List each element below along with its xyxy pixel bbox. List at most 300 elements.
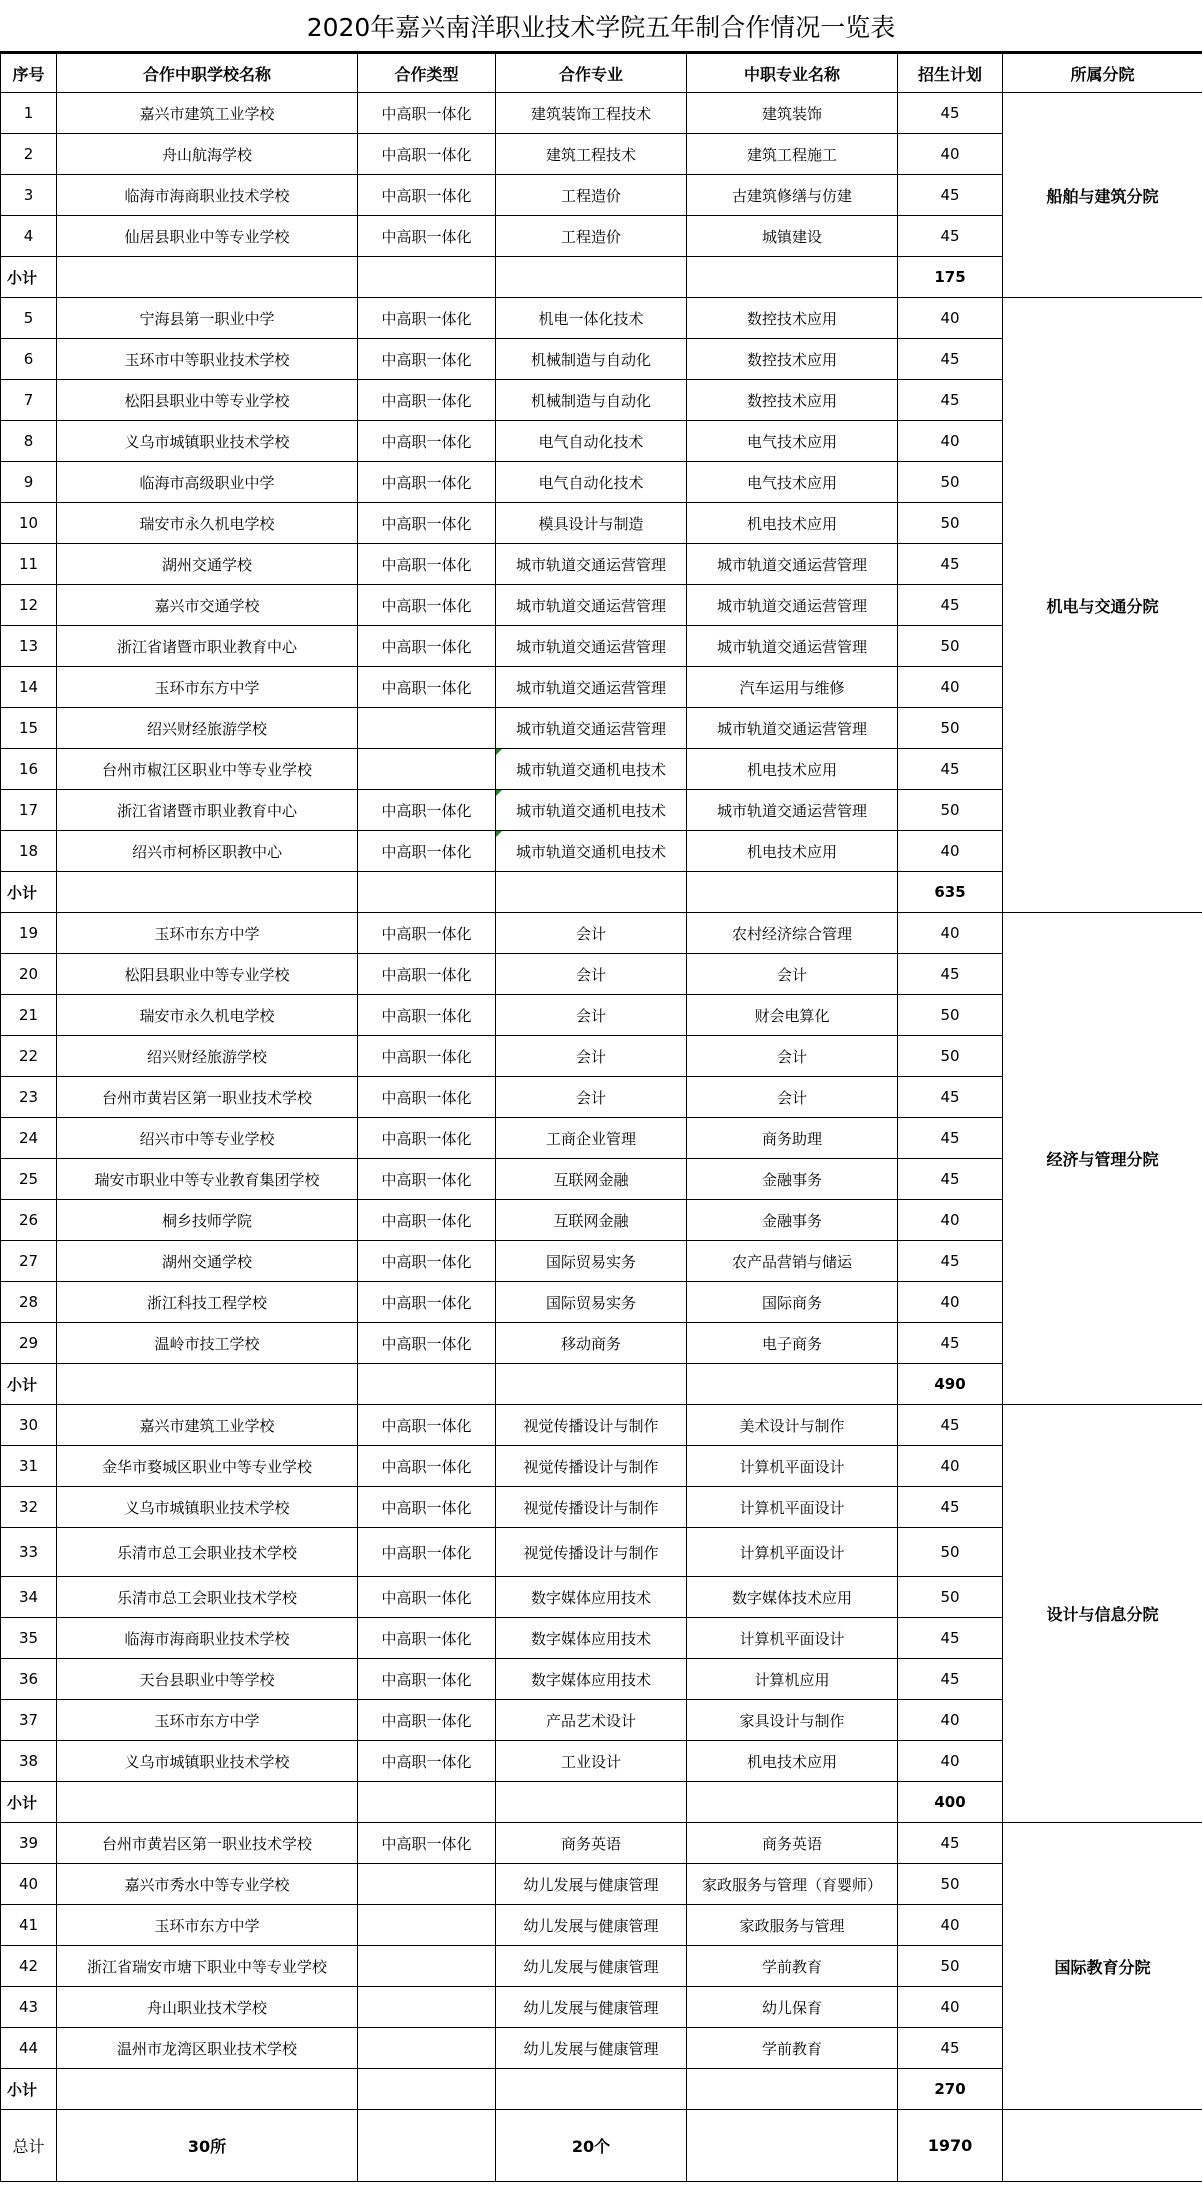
cell-school-name: 湖州交通学校 (57, 1241, 358, 1282)
cell-seq: 25 (1, 1159, 57, 1200)
department-cell: 机电与交通分院 (1003, 298, 1202, 913)
cell-coop-type: 中高职一体化 (358, 93, 496, 134)
total-schools: 30所 (57, 2110, 358, 2182)
cell-enrollment-plan: 45 (898, 1618, 1003, 1659)
cell-coop-type: 中高职一体化 (358, 1036, 496, 1077)
cell-enrollment-plan: 40 (898, 1282, 1003, 1323)
cell-coop-type (358, 708, 496, 749)
cell-coop-type (358, 1946, 496, 1987)
cell-school-name: 玉环市东方中学 (57, 913, 358, 954)
header-enrollment-plan: 招生计划 (898, 54, 1003, 93)
cell-vocational-major: 建筑工程施工 (687, 134, 898, 175)
cell-vocational-major: 计算机应用 (687, 1659, 898, 1700)
cell-vocational-major: 机电技术应用 (687, 831, 898, 872)
cell-vocational-major: 会计 (687, 1077, 898, 1118)
cell-vocational-major: 数控技术应用 (687, 339, 898, 380)
cell-coop-major: 建筑装饰工程技术 (496, 93, 687, 134)
empty-cell (358, 2110, 496, 2182)
cell-coop-major: 建筑工程技术 (496, 134, 687, 175)
total-majors: 20个 (496, 2110, 687, 2182)
cell-coop-type: 中高职一体化 (358, 585, 496, 626)
cell-seq: 33 (1, 1528, 57, 1577)
cell-coop-major: 数字媒体应用技术 (496, 1659, 687, 1700)
cell-enrollment-plan: 45 (898, 1823, 1003, 1864)
department-cell: 国际教育分院 (1003, 1823, 1202, 2110)
cell-school-name: 绍兴市柯桥区职教中心 (57, 831, 358, 872)
cell-coop-type: 中高职一体化 (358, 1323, 496, 1364)
cell-enrollment-plan: 40 (898, 1446, 1003, 1487)
cell-seq: 31 (1, 1446, 57, 1487)
cell-vocational-major: 城市轨道交通运营管理 (687, 544, 898, 585)
cell-enrollment-plan: 45 (898, 749, 1003, 790)
cell-school-name: 舟山职业技术学校 (57, 1987, 358, 2028)
cell-coop-major: 产品艺术设计 (496, 1700, 687, 1741)
cell-seq: 5 (1, 298, 57, 339)
cell-seq: 37 (1, 1700, 57, 1741)
cell-seq: 13 (1, 626, 57, 667)
cell-coop-type: 中高职一体化 (358, 790, 496, 831)
cell-coop-major: 幼儿发展与健康管理 (496, 2028, 687, 2069)
cell-coop-major: 幼儿发展与健康管理 (496, 1864, 687, 1905)
cell-vocational-major: 商务英语 (687, 1823, 898, 1864)
cell-school-name: 天台县职业中等学校 (57, 1659, 358, 1700)
cell-coop-major: 幼儿发展与健康管理 (496, 1946, 687, 1987)
cell-vocational-major: 城市轨道交通运营管理 (687, 585, 898, 626)
cell-coop-type: 中高职一体化 (358, 216, 496, 257)
empty-cell (57, 872, 358, 913)
cell-school-name: 温岭市技工学校 (57, 1323, 358, 1364)
header-coop-type: 合作类型 (358, 54, 496, 93)
cell-vocational-major: 计算机平面设计 (687, 1487, 898, 1528)
cell-vocational-major: 城镇建设 (687, 216, 898, 257)
cell-enrollment-plan: 40 (898, 134, 1003, 175)
cell-enrollment-plan: 40 (898, 1741, 1003, 1782)
cell-school-name: 义乌市城镇职业技术学校 (57, 421, 358, 462)
cell-vocational-major: 城市轨道交通运营管理 (687, 708, 898, 749)
cell-vocational-major: 计算机平面设计 (687, 1446, 898, 1487)
cell-school-name: 玉环市中等职业技术学校 (57, 339, 358, 380)
cell-vocational-major: 机电技术应用 (687, 1741, 898, 1782)
cell-coop-major: 数字媒体应用技术 (496, 1618, 687, 1659)
cell-seq: 30 (1, 1405, 57, 1446)
cell-enrollment-plan: 50 (898, 1946, 1003, 1987)
table-row (1, 93, 1202, 134)
cell-seq: 20 (1, 954, 57, 995)
empty-cell (57, 1364, 358, 1405)
cell-vocational-major: 会计 (687, 1036, 898, 1077)
cell-school-name: 湖州交通学校 (57, 544, 358, 585)
cell-vocational-major: 商务助理 (687, 1118, 898, 1159)
table-row (1, 298, 1202, 339)
cell-coop-major: 商务英语 (496, 1823, 687, 1864)
cell-vocational-major: 数控技术应用 (687, 380, 898, 421)
cell-enrollment-plan: 50 (898, 790, 1003, 831)
cell-seq: 40 (1, 1864, 57, 1905)
cell-seq: 34 (1, 1577, 57, 1618)
subtotal-value: 635 (898, 872, 1003, 913)
cell-coop-major: 城市轨道交通运营管理 (496, 708, 687, 749)
cell-school-name: 浙江省诸暨市职业教育中心 (57, 626, 358, 667)
cell-enrollment-plan: 50 (898, 503, 1003, 544)
cell-coop-major: 视觉传播设计与制作 (496, 1528, 687, 1577)
cell-coop-major: 城市轨道交通机电技术 (496, 749, 687, 790)
cell-seq: 32 (1, 1487, 57, 1528)
cell-coop-type: 中高职一体化 (358, 421, 496, 462)
cell-school-name: 绍兴财经旅游学校 (57, 708, 358, 749)
cell-enrollment-plan: 45 (898, 1241, 1003, 1282)
cell-school-name: 玉环市东方中学 (57, 1905, 358, 1946)
cell-seq: 38 (1, 1741, 57, 1782)
empty-cell (57, 257, 358, 298)
cell-seq: 28 (1, 1282, 57, 1323)
cell-seq: 23 (1, 1077, 57, 1118)
cell-coop-type: 中高职一体化 (358, 1487, 496, 1528)
cell-coop-major: 城市轨道交通机电技术 (496, 831, 687, 872)
cell-seq: 1 (1, 93, 57, 134)
cell-coop-type: 中高职一体化 (358, 1077, 496, 1118)
cell-seq: 4 (1, 216, 57, 257)
cell-seq: 24 (1, 1118, 57, 1159)
cell-coop-major: 工程造价 (496, 175, 687, 216)
cell-coop-type: 中高职一体化 (358, 1823, 496, 1864)
cell-school-name: 临海市高级职业中学 (57, 462, 358, 503)
cell-enrollment-plan: 45 (898, 1487, 1003, 1528)
cell-coop-major: 国际贸易实务 (496, 1241, 687, 1282)
empty-cell (687, 2110, 898, 2182)
cell-school-name: 松阳县职业中等专业学校 (57, 954, 358, 995)
cell-coop-type: 中高职一体化 (358, 1577, 496, 1618)
cell-enrollment-plan: 45 (898, 954, 1003, 995)
cell-coop-type: 中高职一体化 (358, 134, 496, 175)
cell-seq: 27 (1, 1241, 57, 1282)
subtotal-label: 小计 (1, 257, 57, 298)
cell-enrollment-plan: 45 (898, 339, 1003, 380)
cell-vocational-major: 计算机平面设计 (687, 1618, 898, 1659)
empty-cell (687, 1782, 898, 1823)
cell-school-name: 绍兴市中等专业学校 (57, 1118, 358, 1159)
cell-coop-type: 中高职一体化 (358, 298, 496, 339)
cell-school-name: 临海市海商职业技术学校 (57, 1618, 358, 1659)
empty-cell (496, 257, 687, 298)
cell-coop-major: 工程造价 (496, 216, 687, 257)
cell-coop-major: 会计 (496, 995, 687, 1036)
cell-coop-major: 视觉传播设计与制作 (496, 1487, 687, 1528)
cell-coop-type: 中高职一体化 (358, 1446, 496, 1487)
cell-school-name: 台州市椒江区职业中等专业学校 (57, 749, 358, 790)
cell-school-name: 乐清市总工会职业技术学校 (57, 1528, 358, 1577)
cell-coop-major: 城市轨道交通运营管理 (496, 667, 687, 708)
cell-vocational-major: 汽车运用与维修 (687, 667, 898, 708)
cell-vocational-major: 学前教育 (687, 1946, 898, 1987)
header-coop-major: 合作专业 (496, 54, 687, 93)
cell-enrollment-plan: 50 (898, 708, 1003, 749)
empty-cell (358, 257, 496, 298)
cell-coop-type: 中高职一体化 (358, 462, 496, 503)
subtotal-value: 175 (898, 257, 1003, 298)
cell-vocational-major: 家政服务与管理（育婴师） (687, 1864, 898, 1905)
cell-coop-type: 中高职一体化 (358, 1405, 496, 1446)
cell-enrollment-plan: 45 (898, 1659, 1003, 1700)
cell-coop-major: 电气自动化技术 (496, 462, 687, 503)
cell-coop-type: 中高职一体化 (358, 1659, 496, 1700)
empty-cell (496, 872, 687, 913)
cell-seq: 18 (1, 831, 57, 872)
cell-vocational-major: 国际商务 (687, 1282, 898, 1323)
cell-enrollment-plan: 45 (898, 1323, 1003, 1364)
cell-vocational-major: 会计 (687, 954, 898, 995)
cell-school-name: 嘉兴市建筑工业学校 (57, 93, 358, 134)
cell-vocational-major: 金融事务 (687, 1159, 898, 1200)
cell-coop-major: 幼儿发展与健康管理 (496, 1987, 687, 2028)
cell-coop-major: 互联网金融 (496, 1200, 687, 1241)
cell-coop-major: 城市轨道交通运营管理 (496, 626, 687, 667)
cell-coop-type: 中高职一体化 (358, 175, 496, 216)
cell-school-name: 舟山航海学校 (57, 134, 358, 175)
cell-vocational-major: 计算机平面设计 (687, 1528, 898, 1577)
cell-school-name: 浙江省瑞安市塘下职业中等专业学校 (57, 1946, 358, 1987)
cell-school-name: 温州市龙湾区职业技术学校 (57, 2028, 358, 2069)
department-cell: 经济与管理分院 (1003, 913, 1202, 1405)
cell-seq: 39 (1, 1823, 57, 1864)
cell-seq: 12 (1, 585, 57, 626)
cell-school-name: 嘉兴市秀水中等专业学校 (57, 1864, 358, 1905)
cell-seq: 26 (1, 1200, 57, 1241)
cell-vocational-major: 农村经济综合管理 (687, 913, 898, 954)
subtotal-value: 400 (898, 1782, 1003, 1823)
cell-school-name: 玉环市东方中学 (57, 667, 358, 708)
cell-enrollment-plan: 50 (898, 1528, 1003, 1577)
cell-vocational-major: 建筑装饰 (687, 93, 898, 134)
cell-seq: 41 (1, 1905, 57, 1946)
cell-school-name: 仙居县职业中等专业学校 (57, 216, 358, 257)
subtotal-label: 小计 (1, 2069, 57, 2110)
cell-seq: 11 (1, 544, 57, 585)
cell-coop-type: 中高职一体化 (358, 1200, 496, 1241)
cell-seq: 36 (1, 1659, 57, 1700)
cell-school-name: 义乌市城镇职业技术学校 (57, 1487, 358, 1528)
cell-seq: 21 (1, 995, 57, 1036)
cell-enrollment-plan: 50 (898, 626, 1003, 667)
cell-enrollment-plan: 45 (898, 380, 1003, 421)
cell-vocational-major: 数控技术应用 (687, 298, 898, 339)
cell-vocational-major: 机电技术应用 (687, 749, 898, 790)
cell-coop-major: 数字媒体应用技术 (496, 1577, 687, 1618)
cell-school-name: 台州市黄岩区第一职业技术学校 (57, 1823, 358, 1864)
cell-seq: 15 (1, 708, 57, 749)
cell-enrollment-plan: 40 (898, 421, 1003, 462)
cell-coop-type (358, 2028, 496, 2069)
cell-seq: 17 (1, 790, 57, 831)
empty-cell (687, 1364, 898, 1405)
cell-enrollment-plan: 40 (898, 1700, 1003, 1741)
cell-coop-major: 移动商务 (496, 1323, 687, 1364)
cell-school-name: 玉环市东方中学 (57, 1700, 358, 1741)
table-row (1, 913, 1202, 954)
cell-vocational-major: 城市轨道交通运营管理 (687, 790, 898, 831)
department-cell: 设计与信息分院 (1003, 1405, 1202, 1823)
cell-vocational-major: 机电技术应用 (687, 503, 898, 544)
cell-coop-major: 城市轨道交通机电技术 (496, 790, 687, 831)
cell-school-name: 瑞安市永久机电学校 (57, 503, 358, 544)
table-row (1, 1823, 1202, 1864)
cell-enrollment-plan: 45 (898, 2028, 1003, 2069)
empty-cell (358, 1364, 496, 1405)
cell-coop-major: 会计 (496, 954, 687, 995)
empty-cell (496, 2069, 687, 2110)
cell-coop-major: 幼儿发展与健康管理 (496, 1905, 687, 1946)
cell-coop-major: 电气自动化技术 (496, 421, 687, 462)
cell-enrollment-plan: 50 (898, 1577, 1003, 1618)
cell-vocational-major: 电气技术应用 (687, 421, 898, 462)
cell-coop-major: 城市轨道交通运营管理 (496, 544, 687, 585)
cell-school-name: 松阳县职业中等专业学校 (57, 380, 358, 421)
cell-coop-type: 中高职一体化 (358, 1241, 496, 1282)
cell-vocational-major: 学前教育 (687, 2028, 898, 2069)
cell-school-name: 乐清市总工会职业技术学校 (57, 1577, 358, 1618)
cell-coop-type: 中高职一体化 (358, 1159, 496, 1200)
cell-seq: 29 (1, 1323, 57, 1364)
cell-seq: 10 (1, 503, 57, 544)
empty-cell (496, 1364, 687, 1405)
empty-cell (1003, 2110, 1202, 2182)
empty-cell (358, 1782, 496, 1823)
cell-coop-type: 中高职一体化 (358, 544, 496, 585)
cell-enrollment-plan: 45 (898, 1118, 1003, 1159)
empty-cell (687, 257, 898, 298)
cell-seq: 2 (1, 134, 57, 175)
cell-enrollment-plan: 45 (898, 1405, 1003, 1446)
cell-vocational-major: 幼儿保育 (687, 1987, 898, 2028)
cell-enrollment-plan: 45 (898, 93, 1003, 134)
subtotal-label: 小计 (1, 1364, 57, 1405)
header-row (1, 54, 1202, 93)
cell-seq: 19 (1, 913, 57, 954)
cell-seq: 8 (1, 421, 57, 462)
cell-enrollment-plan: 50 (898, 1864, 1003, 1905)
cell-school-name: 台州市黄岩区第一职业技术学校 (57, 1077, 358, 1118)
cell-coop-type (358, 1905, 496, 1946)
cell-coop-major: 机械制造与自动化 (496, 380, 687, 421)
cell-seq: 22 (1, 1036, 57, 1077)
header-department: 所属分院 (1003, 54, 1202, 93)
cell-vocational-major: 电子商务 (687, 1323, 898, 1364)
department-cell: 船舶与建筑分院 (1003, 93, 1202, 298)
cell-seq: 7 (1, 380, 57, 421)
cell-coop-type (358, 1864, 496, 1905)
total-plan: 1970 (898, 2110, 1003, 2182)
page-title: 2020年嘉兴南洋职业技术学院五年制合作情况一览表 (0, 0, 1202, 53)
cell-enrollment-plan: 40 (898, 667, 1003, 708)
empty-cell (496, 1782, 687, 1823)
cell-coop-major: 工业设计 (496, 1741, 687, 1782)
cell-vocational-major: 农产品营销与储运 (687, 1241, 898, 1282)
cell-enrollment-plan: 40 (898, 913, 1003, 954)
cell-school-name: 义乌市城镇职业技术学校 (57, 1741, 358, 1782)
cell-coop-type: 中高职一体化 (358, 380, 496, 421)
cell-school-name: 浙江科技工程学校 (57, 1282, 358, 1323)
cooperation-table (0, 53, 1202, 2182)
subtotal-value: 270 (898, 2069, 1003, 2110)
cell-school-name: 桐乡技师学院 (57, 1200, 358, 1241)
cell-enrollment-plan: 45 (898, 585, 1003, 626)
cell-coop-type: 中高职一体化 (358, 913, 496, 954)
cell-coop-type: 中高职一体化 (358, 626, 496, 667)
table-row (1, 1405, 1202, 1446)
cell-vocational-major: 家具设计与制作 (687, 1700, 898, 1741)
cell-coop-major: 机电一体化技术 (496, 298, 687, 339)
cell-coop-major: 国际贸易实务 (496, 1282, 687, 1323)
cell-coop-type: 中高职一体化 (358, 1741, 496, 1782)
subtotal-value: 490 (898, 1364, 1003, 1405)
cell-coop-type: 中高职一体化 (358, 831, 496, 872)
cell-enrollment-plan: 40 (898, 298, 1003, 339)
cell-vocational-major: 美术设计与制作 (687, 1405, 898, 1446)
cell-coop-type: 中高职一体化 (358, 995, 496, 1036)
cell-coop-type (358, 1987, 496, 2028)
cell-vocational-major: 电气技术应用 (687, 462, 898, 503)
cell-coop-type (358, 749, 496, 790)
cell-seq: 43 (1, 1987, 57, 2028)
cell-seq: 3 (1, 175, 57, 216)
cell-coop-type: 中高职一体化 (358, 503, 496, 544)
cell-coop-type: 中高职一体化 (358, 1282, 496, 1323)
cell-school-name: 绍兴财经旅游学校 (57, 1036, 358, 1077)
header-school-name: 合作中职学校名称 (57, 54, 358, 93)
cell-enrollment-plan: 45 (898, 216, 1003, 257)
cell-coop-type: 中高职一体化 (358, 339, 496, 380)
subtotal-label: 小计 (1, 872, 57, 913)
cell-coop-major: 视觉传播设计与制作 (496, 1446, 687, 1487)
cell-enrollment-plan: 45 (898, 1159, 1003, 1200)
cell-coop-type: 中高职一体化 (358, 1700, 496, 1741)
cell-seq: 42 (1, 1946, 57, 1987)
cell-coop-type: 中高职一体化 (358, 667, 496, 708)
cell-coop-major: 模具设计与制造 (496, 503, 687, 544)
cell-vocational-major: 古建筑修缮与仿建 (687, 175, 898, 216)
cell-coop-major: 工商企业管理 (496, 1118, 687, 1159)
cell-school-name: 浙江省诸暨市职业教育中心 (57, 790, 358, 831)
cell-school-name: 嘉兴市交通学校 (57, 585, 358, 626)
cell-vocational-major: 家政服务与管理 (687, 1905, 898, 1946)
cell-enrollment-plan: 45 (898, 175, 1003, 216)
cell-coop-type: 中高职一体化 (358, 1618, 496, 1659)
subtotal-label: 小计 (1, 1782, 57, 1823)
cell-coop-major: 会计 (496, 1077, 687, 1118)
cell-coop-major: 机械制造与自动化 (496, 339, 687, 380)
header-vocational-major: 中职专业名称 (687, 54, 898, 93)
empty-cell (358, 872, 496, 913)
cell-vocational-major: 财会电算化 (687, 995, 898, 1036)
cell-coop-major: 视觉传播设计与制作 (496, 1405, 687, 1446)
cell-vocational-major: 城市轨道交通运营管理 (687, 626, 898, 667)
empty-cell (687, 872, 898, 913)
cell-enrollment-plan: 40 (898, 831, 1003, 872)
total-label: 总计 (1, 2110, 57, 2182)
cell-enrollment-plan: 45 (898, 1077, 1003, 1118)
cell-coop-major: 会计 (496, 913, 687, 954)
cell-seq: 14 (1, 667, 57, 708)
cell-seq: 6 (1, 339, 57, 380)
header-seq: 序号 (1, 54, 57, 93)
cell-seq: 35 (1, 1618, 57, 1659)
cell-coop-major: 城市轨道交通运营管理 (496, 585, 687, 626)
cell-enrollment-plan: 40 (898, 1200, 1003, 1241)
cell-coop-type: 中高职一体化 (358, 954, 496, 995)
cell-enrollment-plan: 40 (898, 1987, 1003, 2028)
cell-school-name: 临海市海商职业技术学校 (57, 175, 358, 216)
cell-school-name: 宁海县第一职业中学 (57, 298, 358, 339)
cell-enrollment-plan: 45 (898, 544, 1003, 585)
